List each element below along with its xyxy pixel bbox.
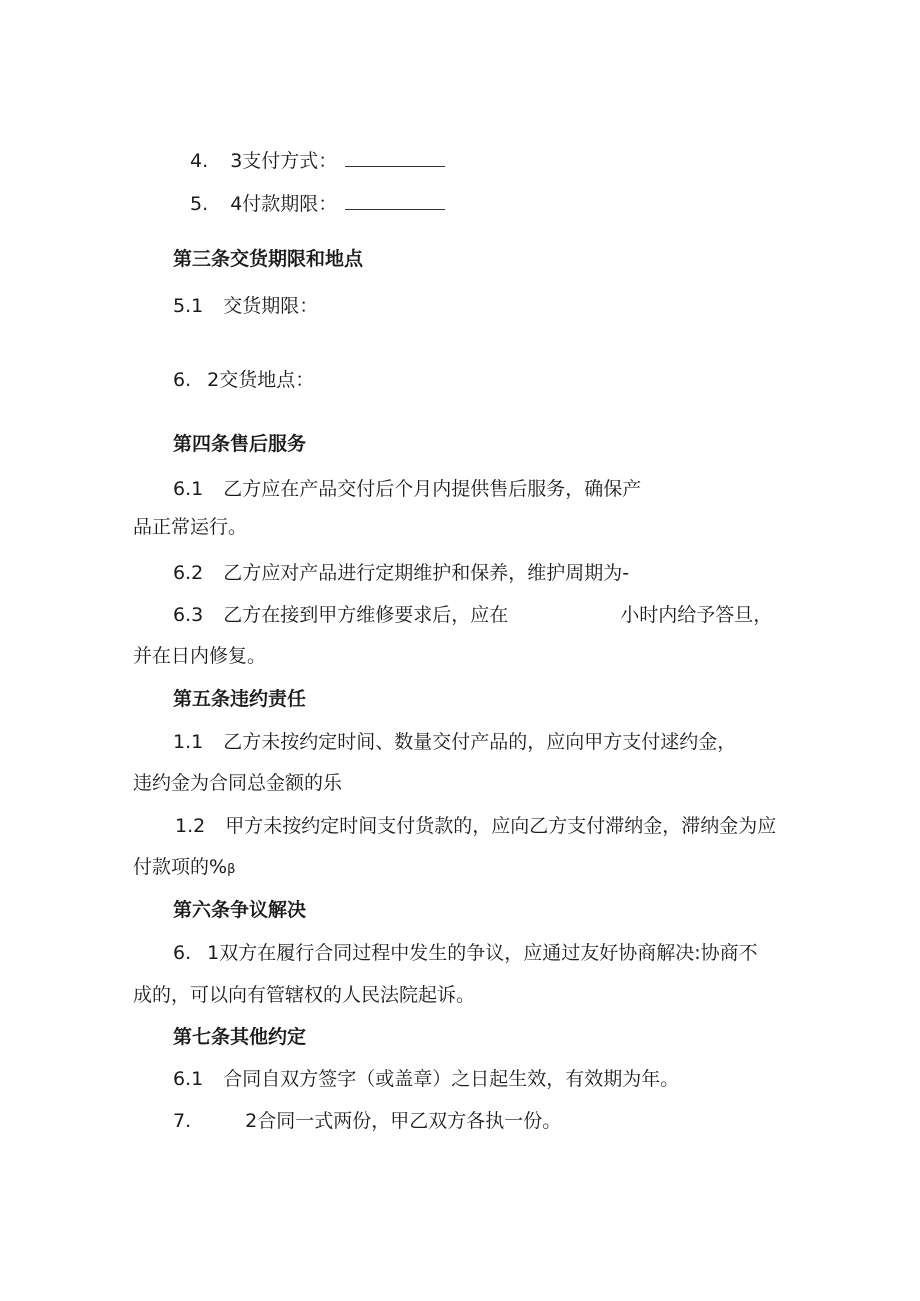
clause-after-sales-2 bbox=[173, 561, 629, 585]
clause-text: 3支付方式： bbox=[230, 150, 338, 172]
clause-text: 小时内给予答旦， bbox=[620, 604, 773, 626]
clause-text: 付款项的% bbox=[133, 856, 228, 878]
blank-field[interactable] bbox=[345, 195, 445, 210]
clause-continuation: 并在日内修复。 bbox=[133, 645, 267, 667]
clause-text: 乙方未按约定时间、数量交付产品的，应向甲方支付逑约金， bbox=[223, 731, 737, 753]
clause-breach-1 bbox=[173, 730, 736, 754]
clause-text: 乙方在接到甲方维修要求后，应在 bbox=[223, 604, 509, 626]
clause-breach-2 bbox=[175, 814, 776, 838]
clause-text-tail: β bbox=[227, 862, 236, 877]
clause-number: 6. bbox=[173, 942, 192, 964]
clause-number: 5.1 bbox=[173, 295, 204, 317]
section-heading: 第四条售后服务 bbox=[173, 433, 307, 455]
clause-text: 1双方在履行合同过程中发生的争议，应通过友好协商解决:协商不 bbox=[207, 942, 758, 964]
clause-other-2 bbox=[173, 1109, 561, 1133]
clause-delivery-location bbox=[173, 368, 314, 392]
clause-payment-method bbox=[190, 149, 445, 173]
clause-number: 1.1 bbox=[173, 731, 204, 753]
section-heading: 第六条争议解决 bbox=[173, 899, 307, 921]
clause-number: 6.1 bbox=[173, 1068, 204, 1090]
clause-number: 5. bbox=[190, 193, 209, 215]
clause-text: 2合同一式两份，甲乙双方各执一份。 bbox=[245, 1110, 562, 1132]
clause-text: 4付款期限： bbox=[230, 193, 338, 215]
clause-text: 2交货地点： bbox=[207, 369, 315, 391]
clause-text: 乙方应对产品进行定期维护和保养，维护周期为- bbox=[223, 562, 630, 584]
clause-number: 6.1 bbox=[173, 478, 204, 500]
clause-delivery-deadline bbox=[173, 294, 318, 318]
section-heading: 第三条交货期限和地点 bbox=[173, 248, 364, 270]
clause-text: 合同自双方签字（或盖章）之日起生效，有效期为年。 bbox=[223, 1068, 680, 1090]
clause-number: 6. bbox=[173, 369, 192, 391]
clause-number: 4. bbox=[190, 150, 209, 172]
clause-other-1 bbox=[173, 1067, 679, 1091]
blank-field[interactable] bbox=[345, 152, 445, 167]
clause-continuation: 品正常运行。 bbox=[133, 516, 248, 538]
clause-continuation bbox=[133, 855, 235, 882]
clause-text: 乙方应在产品交付后个月内提供售后服务，确保产 bbox=[223, 478, 642, 500]
clause-continuation: 违约金为合同总金额的乐 bbox=[133, 772, 343, 794]
clause-number: 1.2 bbox=[175, 815, 206, 837]
clause-payment-deadline bbox=[190, 192, 445, 216]
clause-number: 7. bbox=[173, 1110, 192, 1132]
section-heading: 第七条其他约定 bbox=[173, 1026, 307, 1048]
clause-text: 交货期限： bbox=[223, 295, 319, 317]
clause-continuation: 成的，可以向有管辖权的人民法院起诉。 bbox=[133, 984, 476, 1006]
clause-number: 6.2 bbox=[173, 562, 204, 584]
clause-dispute bbox=[173, 941, 758, 965]
clause-after-sales-1 bbox=[173, 477, 641, 501]
clause-text: 甲方未按约定时间支付货款的，应向乙方支付滞纳金，滞纳金为应 bbox=[225, 815, 777, 837]
clause-after-sales-3 bbox=[173, 603, 772, 627]
clause-number: 6.3 bbox=[173, 604, 204, 626]
section-heading: 第五条违约责任 bbox=[173, 688, 307, 710]
